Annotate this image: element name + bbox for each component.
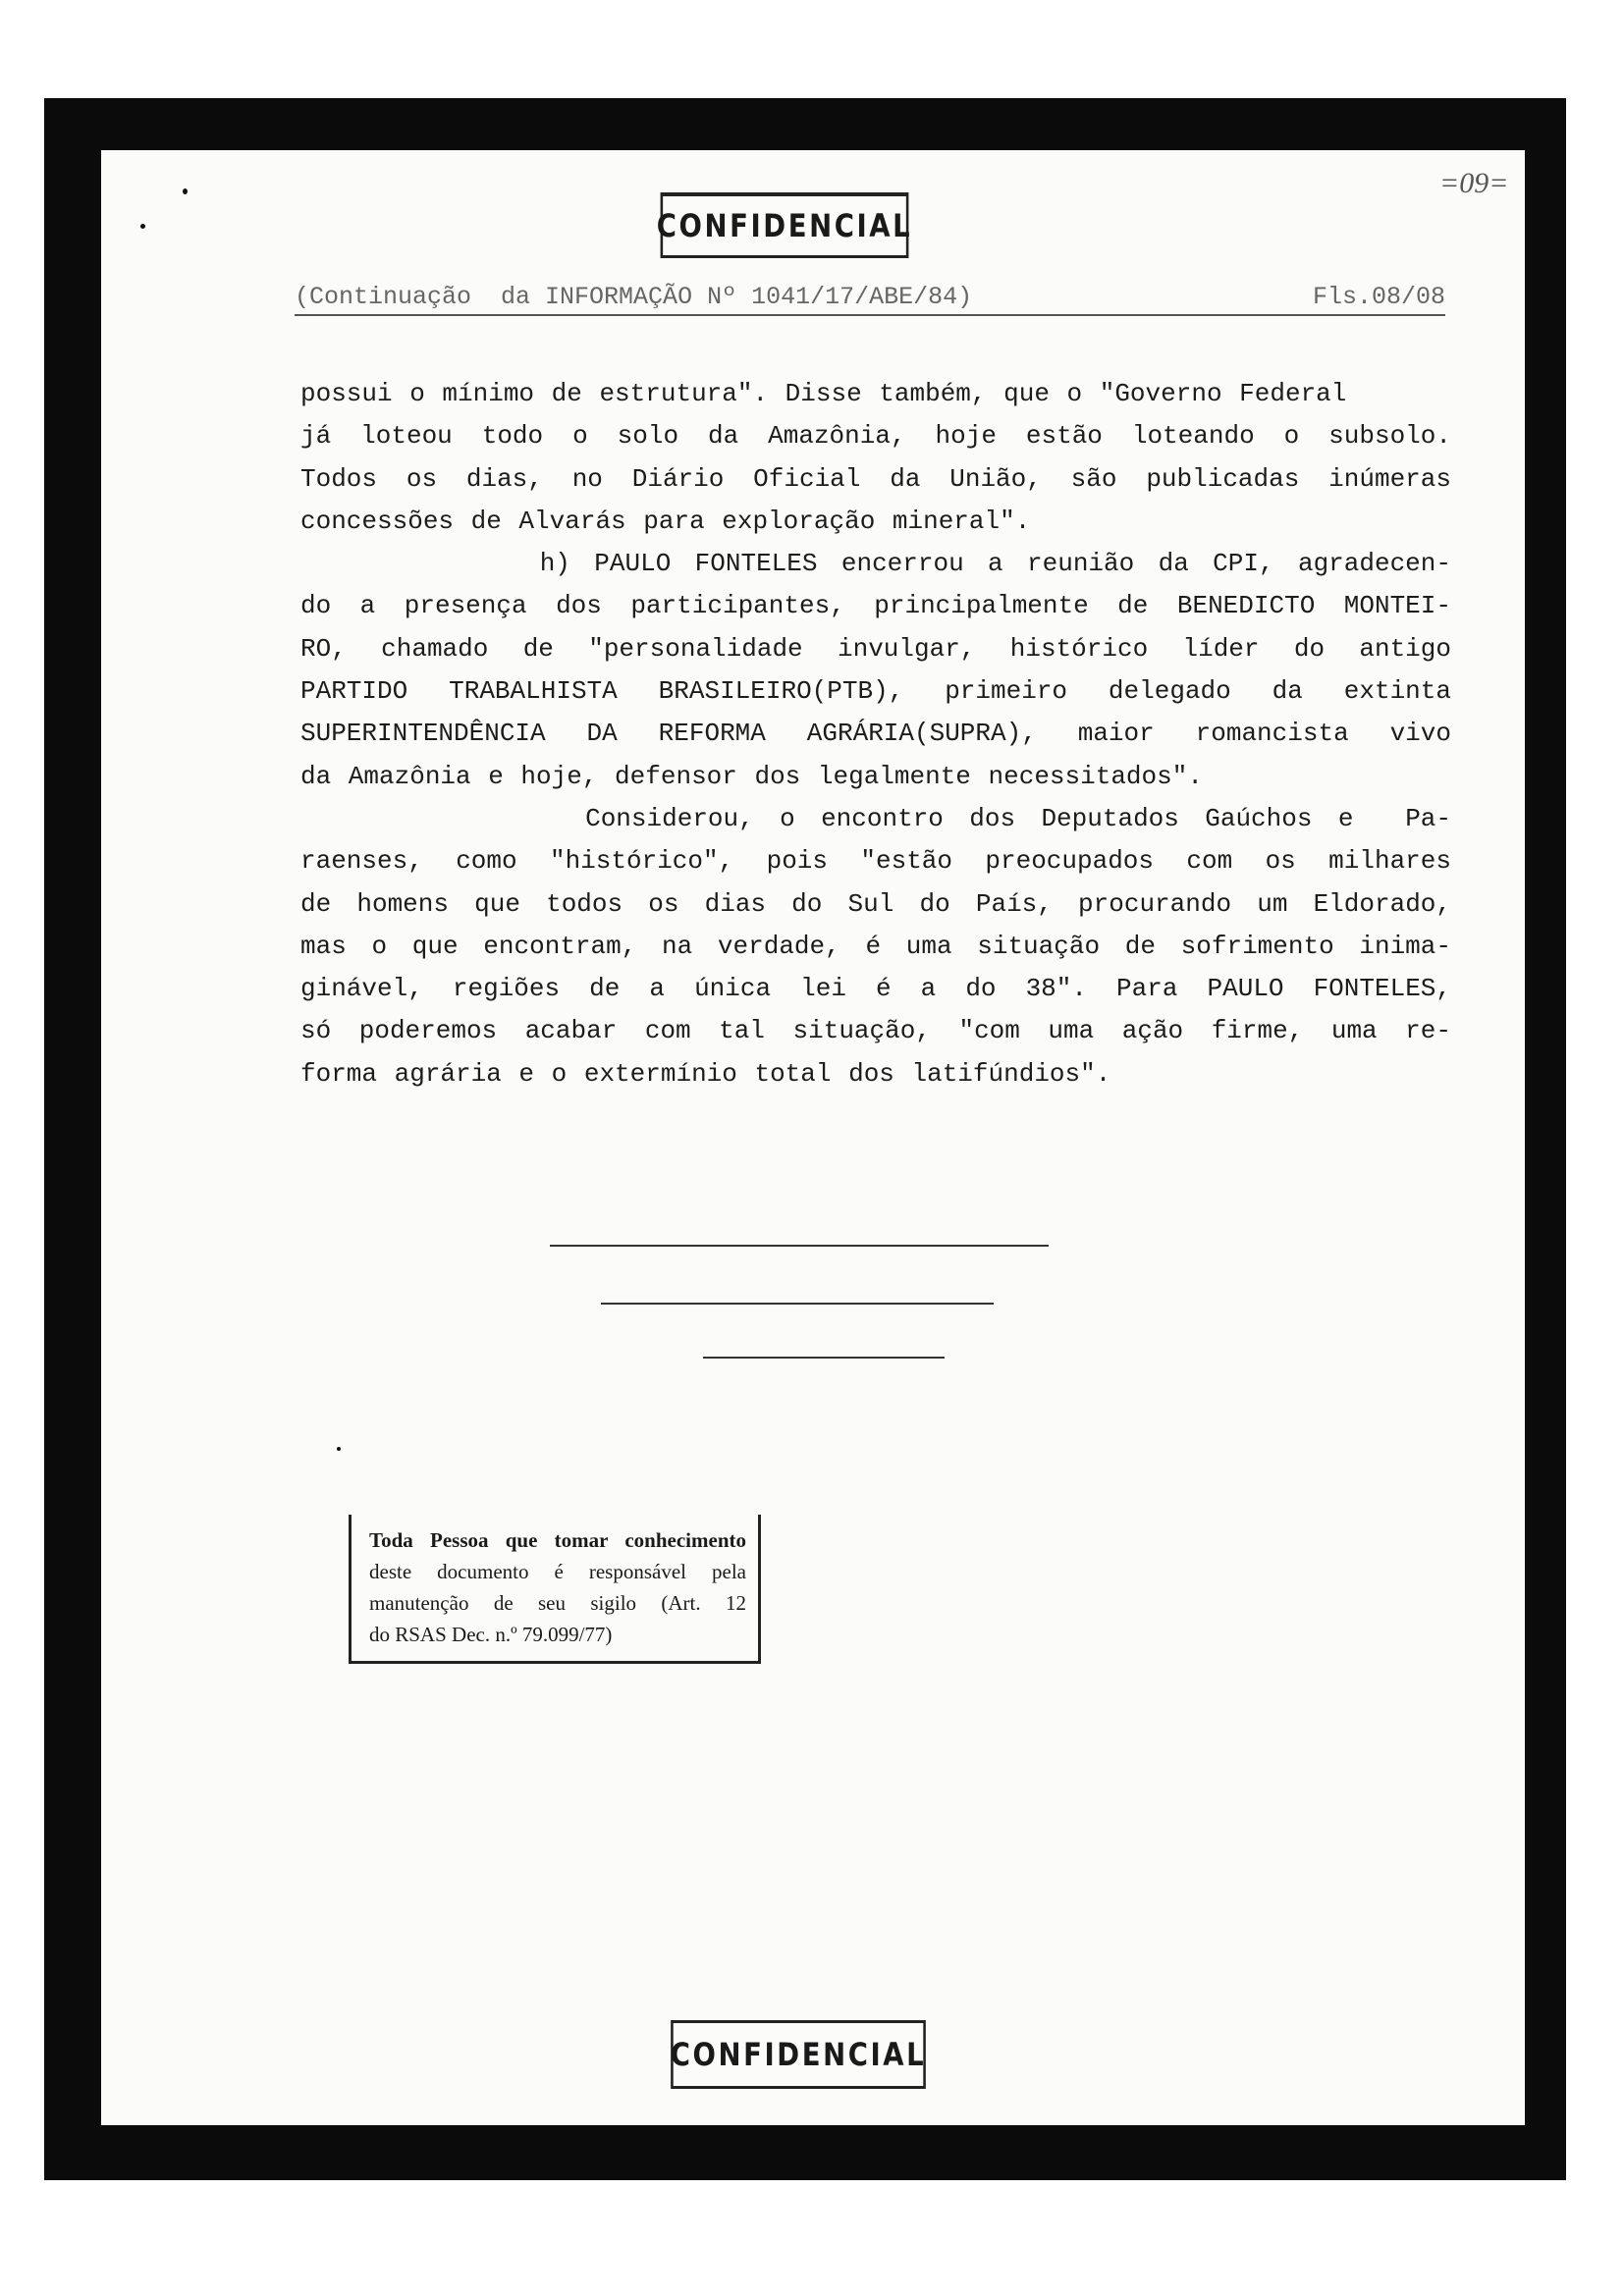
closing-rule-3 [703, 1357, 945, 1359]
confidentiality-notice-stamp [349, 1515, 761, 1664]
confidential-stamp-top: CONFIDENCIAL [661, 192, 909, 258]
scan-speck [183, 188, 188, 194]
notice-line: manutenção de seu sigilo (Art. 12 [369, 1591, 746, 1615]
text-line: de homens que todos os dias do Sul do País, procurando um Eldorado, [300, 888, 1451, 919]
notice-line: do RSAS Dec. n.º 79.099/77) [369, 1623, 613, 1646]
text-line: ginável, regiões de a única lei é a do 38". Para PAULO FONTELES, [300, 974, 1451, 1004]
scan-speck [140, 224, 145, 229]
page-number-mark: =09= [1439, 167, 1509, 199]
text-line: concessões de Alvarás para exploração mineral". [300, 506, 1031, 536]
closing-rule-2 [601, 1303, 994, 1305]
text-line: da Amazônia e hoje, defensor dos legalmente necessitados". [300, 761, 1203, 791]
folio-number: Fls.08/08 [1312, 283, 1445, 311]
text-line: forma agrária e o extermínio total dos latifúndios". [300, 1058, 1111, 1089]
text-line: já loteou todo o solo da Amazônia, hoje estão loteando o subsolo. [300, 421, 1451, 452]
text-line: mas o que encontram, na verdade, é uma situação de sofrimento inima- [300, 931, 1451, 961]
text-line: do a presença dos participantes, principalmente de BENEDICTO MONTEI- [300, 591, 1451, 621]
text-line: Considerou, o encontro dos Deputados Gaúchos e Pa- [300, 803, 1451, 833]
text-line: h) PAULO FONTELES encerrou a reunião da CPI, agradecen- [300, 549, 1451, 579]
text-line: PARTIDO TRABALHISTA BRASILEIRO(PTB), primeiro delegado da extinta [300, 676, 1451, 707]
text-line: SUPERINTENDÊNCIA DA REFORMA AGRÁRIA(SUPRA), maior romancista vivo [300, 719, 1451, 749]
confidential-stamp-bottom: CONFIDENCIAL [671, 2020, 926, 2089]
text-line: possui o mínimo de estrutura". Disse também, que o "Governo Federal [300, 379, 1347, 408]
text-line: raenses, como "histórico", pois "estão preocupados com os milhares [300, 846, 1451, 877]
text-line: só poderemos acabar com tal situação, "com uma ação firme, uma re- [300, 1016, 1451, 1046]
closing-rule-1 [550, 1245, 1049, 1247]
notice-line: deste documento é responsável pela [369, 1560, 746, 1583]
text-line: RO, chamado de "personalidade invulgar, histórico líder do antigo [300, 633, 1451, 664]
scan-speck [337, 1447, 341, 1451]
continuation-reference: (Continuação da INFORMAÇÃO Nº 1041/17/ABE/84) [295, 283, 973, 311]
notice-line: Toda Pessoa que tomar conhecimento [369, 1528, 746, 1552]
body-text [300, 373, 1451, 1095]
text-line: Todos os dias, no Diário Oficial da União, são publicadas inúmeras [300, 463, 1451, 494]
continuation-header [295, 283, 1445, 316]
